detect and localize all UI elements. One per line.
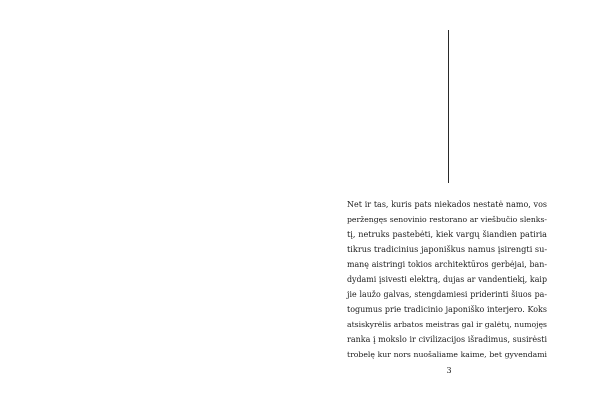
text-line-7: jie laužo galvas, stengdamiesi priderinti šiuos pa- [347, 290, 547, 299]
text-line-1: Net ir tas, kuris pats niekados nestatė namo, vos [347, 200, 547, 209]
page-number: 3 [446, 366, 452, 375]
text-line-11: trobelę kur nors nuošaliame kaime, bet gyvendami [347, 350, 547, 359]
text-line-10: ranka į mokslo ir civilizacijos išradimus, susirėsti [347, 335, 547, 344]
text-line-4: tikrus tradicinius japoniškus namus įsirengti su- [347, 244, 548, 254]
body-text [347, 197, 547, 362]
text-line-8: togumus prie tradicinio japoniško interjero. Koks [347, 305, 547, 314]
text-line-6: dydami įsivesti elektrą, dujas ar vandentiekį, kaip [347, 275, 547, 284]
text-line-2: peržengęs senovinio restorano ar viešbučio slenks- [347, 215, 547, 224]
text-line-9: atsiskyrėlis arbatos meistras gal ir galėtų, numojęs [347, 320, 547, 329]
text-line-5: manę aistringi tokios architektūros gerbėjai, ban- [347, 260, 547, 269]
text-line-3: tį, netruks pastebėti, kiek vargų šiandien patiria [347, 229, 547, 239]
vertical-rule [448, 30, 449, 183]
